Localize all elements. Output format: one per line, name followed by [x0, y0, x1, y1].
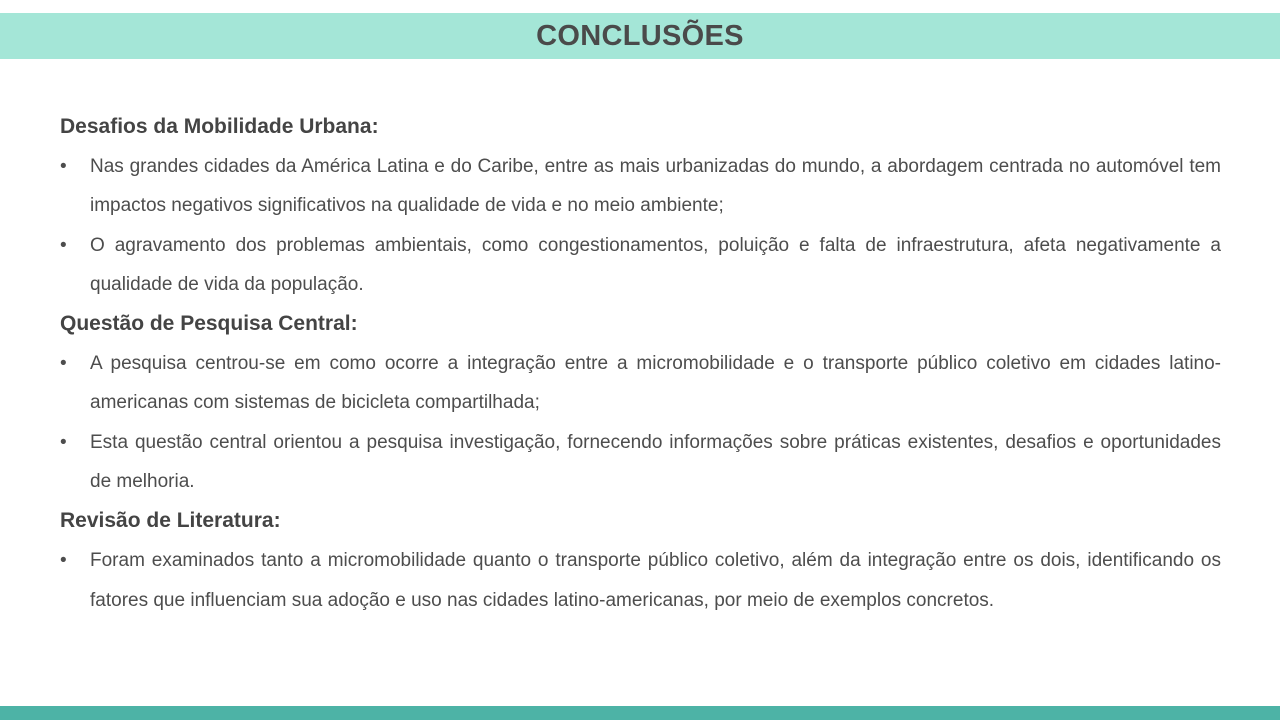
- bullet-icon: •: [60, 353, 67, 375]
- bottom-bar: [0, 706, 1280, 720]
- list-item: [60, 423, 1221, 502]
- bullet-icon: •: [60, 550, 67, 572]
- bullet-icon: •: [60, 431, 67, 453]
- list-item-text: A pesquisa centrou-se em como ocorre a integração entre a micromobilidade e o transporte público coletivo em cidades latino-americanas com sistemas de bicicleta compartilhada;: [90, 353, 1221, 414]
- section-mobility-challenges: [60, 107, 1221, 304]
- list-item-text: O agravamento dos problemas ambientais, como congestionamentos, poluição e falta de infraestrutura, afeta negativamente a qualidade de vida da população.: [90, 234, 1221, 295]
- bullet-icon: •: [60, 156, 67, 177]
- section-research-question: [60, 304, 1221, 501]
- title-bar: [0, 13, 1280, 59]
- bullet-list: [60, 147, 1221, 304]
- list-item: [60, 226, 1221, 305]
- list-item: [60, 147, 1221, 226]
- slide-content: [60, 107, 1221, 620]
- bullet-list: [60, 344, 1221, 501]
- list-item: [60, 541, 1221, 620]
- section-heading: Desafios da Mobilidade Urbana:: [60, 115, 379, 138]
- bullet-list: [60, 541, 1221, 620]
- list-item-text: Nas grandes cidades da América Latina e do Caribe, entre as mais urbanizadas do mundo, a abordagem centrada no automóvel tem impactos negativos significativos na qualidade de vida e no meio ambiente;: [90, 156, 1221, 217]
- list-item-text: Foram examinados tanto a micromobilidade quanto o transporte público coletivo, além da integração entre os dois, identificando os fatores que influenciam sua adoção e uso nas cidades latino-americanas, por meio de exemplos concretos.: [90, 550, 1221, 611]
- section-literature-review: [60, 501, 1221, 620]
- section-heading: Questão de Pesquisa Central:: [60, 312, 358, 336]
- list-item-text: Esta questão central orientou a pesquisa investigação, fornecendo informações sobre práticas existentes, desafios e oportunidades de melhoria.: [90, 431, 1221, 493]
- bullet-icon: •: [60, 234, 67, 256]
- section-heading: Revisão de Literatura:: [60, 509, 281, 533]
- slide-title: CONCLUSÕES: [536, 19, 744, 52]
- list-item: [60, 344, 1221, 423]
